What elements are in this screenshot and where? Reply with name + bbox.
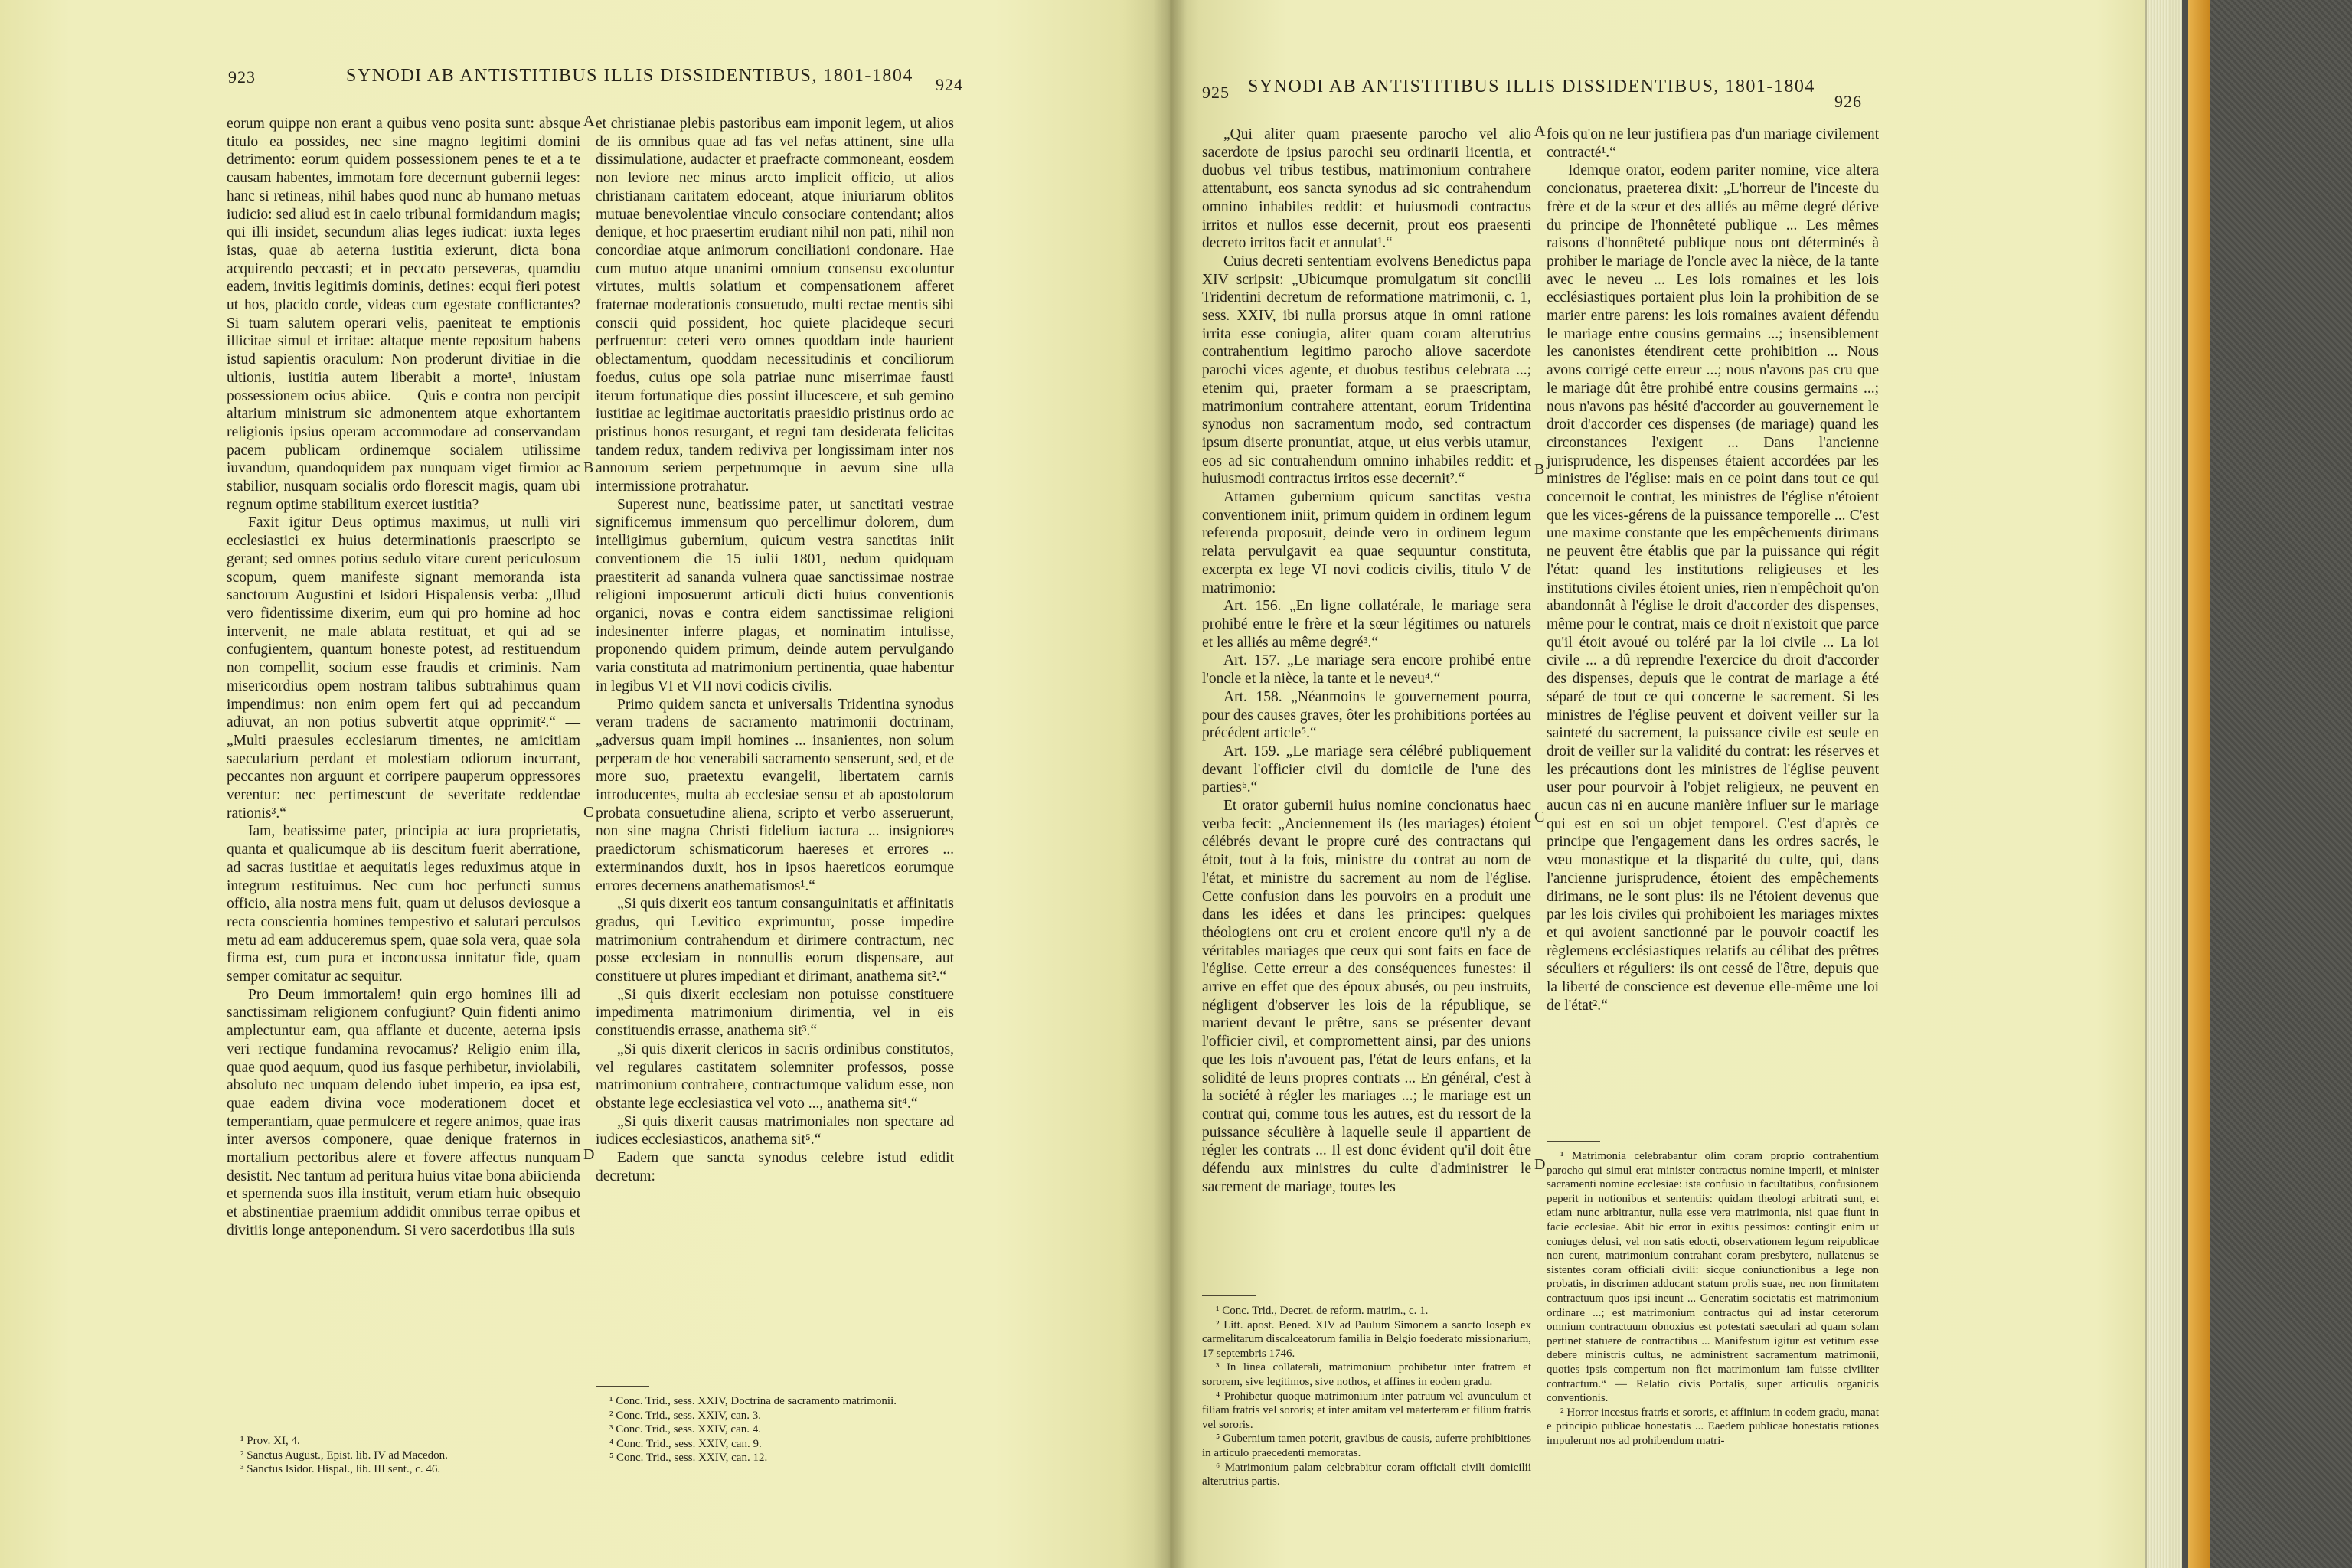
paragraph: Pro Deum immortalem! quin ergo homines illi ad sanctissimam religionem confugiunt? Quin fidenti animo amplectuntur eam, qua afflante et ducente, aeterna ipsis veri rectique fundamina revocamus? Religio enim illa, quae quod aequum, quod ius fasque perhibetur, inviolabili, absoluto nec unquam delendo iubet imperio, ea ipsa est, quae eadem divina voce moderationem docet et temperantiam, quae permulcere et regere animos, quae iras inter aversos componere, quae denique fraternos in mortalium pectoribus alere et fovere affectus nunquam desistit. Nec tantum ad peritura huius vitae bona abiicienda et spernenda suos illa instituit, verum etiam huic obsequio et abstinentiae praemium addidit omnibus terrae opibus et divitiis longe anteponendum. Si vero sacerdotibus illa suis <box>227 986 580 1239</box>
footnote: ¹ Conc. Trid., Decret. de reform. matrim., c. 1. <box>1216 1305 1429 1317</box>
paragraph: Primo quidem sancta et universalis Tridentina synodus veram tradens de sacramento matrimonii doctrinam, „adversus quam impii homines ... insanientes, non solum perperam de hoc venerabili sacramento senserunt, sed, et de more suo, praetextu evangelii, libertatem carnis introducentes, multa ab ecclesiae sensu et ab apostolorum probata consuetudine aliena, scripto et verbo asseruerunt, non sine magna Christi fidelium iactura ... insigniores praedictorum schismaticorum haereses et errores ... exterminandos duxit, hos in ipsos haereticos eorumque errores decernens anathematismos¹.“ <box>596 696 954 894</box>
footnote-rule <box>596 1386 649 1387</box>
page-number-924: 924 <box>936 75 963 94</box>
paragraph: fois qu'on ne leur justifiera pas d'un mariage civilement contracté¹.“ <box>1547 126 1879 161</box>
page-number-925: 925 <box>1202 83 1230 102</box>
paragraph: Et orator gubernii huius nomine concionatus haec verba fecit: „Anciennement ils (les mariages) étoient célébrés devant le propre curé des contractans qui étoit, tout à la fois, ministre du contrat au nom de l'état, et ministre du sacrement au nom de l'église. Cette confusion dans les pouvoirs en a produit une dans les idées et dans les principes: quelques théologiens ont cru et croient encore qu'il n'y a de véritables mariages que ceux qui sont faits en face de l'église. Cette erreur a des conséquences funestes: il arrive en effet que des époux abusés, ou peu instruits, négligent d'observer les lois de la république, se marient devant le prêtre, sans se présenter devant l'officier civil, et compromettent ainsi, par des unions que les lois n'avouent pas, l'état de leurs enfans, et la solidité de leurs propres contrats ... En général, c'est à la société à régler les mariages ...; le mariage est un contrat qui, comme tous les autres, est du ressort de la puissance séculière à laquelle seule il appartient de régler les contrats ... Il est donc évident qu'il doit être défendu aux ministres du culte d'administrer le sacrement de mariage, toutes les <box>1202 798 1531 1195</box>
footnote: ² Litt. apost. Bened. XIV ad Paulum Simonem a sancto Ioseph ex carmelitarum discalceatorum familia in Belgio foederato missionarium, 17 septembris 1746. <box>1202 1318 1531 1360</box>
margin-marker-c: C <box>1534 808 1545 825</box>
right-column-b <box>1547 126 1879 1014</box>
right-page-header <box>1170 77 2145 111</box>
footnote: ⁴ Conc. Trid., sess. XXIV, can. 9. <box>609 1437 762 1450</box>
margin-marker-a: A <box>583 113 595 129</box>
cover-cloth <box>2210 0 2352 1568</box>
margin-marker-d: D <box>583 1146 595 1163</box>
footnote: ¹ Prov. XI, 4. <box>240 1435 300 1447</box>
right-column-a <box>1202 126 1531 1196</box>
footnote: ¹ Matrimonia celebrabantur olim coram proprio contrahentium parocho qui simul erat minister contractus nomine imperii, et minister sacramenti nomine ecclesiae: ista confusio in facultatibus, confusionem peperit in notionibus et sententiis: quidam theologi arbitrati sunt, et etiam nunc arbitrantur, nulla esse vera matrimonia, nisi quae fiunt in facie ecclesiae. Abit hic error in exitus pessimos: contingit enim ut coniuges delusi, vel non satis edocti, observationem legum reipublicae non curent, matrimonium contrahant coram presbytero, nullatenus se sistentes coram officiali civili: sicque coniunctionibus a lege non probatis, in discrimen adducant statum prolis suae, nec non firmitatem contractuum quos ipsi ineunt ... Generatim societatis est matrimonium ordinare ...; est matrimonium contractus qui ad instar ceterorum omnium contractuum obnoxius est potestati saeculari ad quam solam pertinet statuere de contractibus ... Manifestum igitur est vetitum esse debere ministris cultus, ne administrent sacramentum matrimonii, quoties ipsis compertum non fiet matrimonium iam fuisse civiliter contractum.“ — Relatio civis Portalis, super articulis organicis conventionis. <box>1547 1150 1879 1405</box>
footnote-rule <box>1202 1295 1256 1296</box>
footnote: ⁵ Gubernium tamen poterit, gravibus de causis, auferre prohibitiones in articulo praecedenti memoratas. <box>1202 1432 1531 1459</box>
running-title: SYNODI AB ANTISTITIBUS ILLIS DISSIDENTIBUS, 1801-1804 <box>346 66 913 86</box>
margin-marker-b: B <box>1534 461 1545 478</box>
paragraph: Cuius decreti sententiam evolvens Benedictus papa XIV scripsit: „Ubicumque promulgatum sit concilii Tridentini decretum de reformatione matrimonii, c. 1, sess. XXIV, ibi nulla prorsus atque in omni ratione irrita esse coniugia, aliter quam coram alterutrius contrahentium legitimo parocho aliove sacerdote parochi vices agente, et duobus testibus celebrata ...; etenim qui, praeter formam a se praescriptam, matrimonium contrahere attentant, eorum Tridentina synodus non sacramentum modo, sed contractum ipsum diserte pronuntiat, atque, ut eius verbis utamur, eos ad sic contrahendum omnino inhabiles reddit: et huiusmodi contractus irritos esse decernit².“ <box>1202 253 1531 488</box>
paragraph: eorum quippe non erant a quibus veno posita sunt: absque titulo ea possides, nec sine magno legitimi domini detrimento: eorum quidem possessionem penes te et a te causam habentes, immotam fore decernunt gubernii leges: hanc si retineas, nihil habes quod nunc ab humano metuas iudicio: sed aliud est in caelo tribunal formidandum magis; qui illi insidet, secundum alias leges iudicat: iuxta leges istas, quae ab aeterna iustitia exierunt, dicta bona acquirendo peccasti; et in peccato perseveras, quamdiu eadem, invitis legitimis dominis, detines: ecqui fieri potest ut hos, placido corde, videas cum egestate conflictantes? Si tuam salutem operari velis, paeniteat te emptionis illicitae simul et irritae: altaque mente repositum habens istud sapientis oraculum: Non proderunt divitiae in die ultionis, iustitia autem liberabit a morte¹, iniustam possessionem ocius abiice. — Quis e contra non percipit altarium ministrum sic admonentem atque exhortantem religionis ipsius operam accommodare ad conservandam pacem publicam ordinemque socialem utilissime iuvandum, quandoquidem pax nunquam viget firmior ac stabilior, nusquam socialis ordo florescit magis, quam ubi regnum optime stabilitum exercet iustitia? <box>227 116 580 513</box>
page-number-923: 923 <box>228 67 256 87</box>
paragraph: Attamen gubernium quicum sanctitas vestra conventionem iniit, primum quidem in ordinem legum referenda proposuit, deinde vero in ordinem legum relata pervulgavit ea quae sequuntur constituta, excerpta ex lege VI novi codicis civilis, titulo V de matrimonio: <box>1202 489 1531 596</box>
margin-marker-c: C <box>583 804 594 821</box>
footnote: ⁴ Prohibetur quoque matrimonium inter patruum vel avunculum et filiam fratris vel sororis; et inter amitam vel materteram et filium fratris vel sororis. <box>1202 1390 1531 1431</box>
paragraph: Art. 158. „Néanmoins le gouvernement pourra, pour des causes graves, ôter les prohibitions portées au précédent article⁵.“ <box>1202 688 1531 742</box>
margin-marker-d: D <box>1534 1156 1546 1173</box>
footnote: ¹ Conc. Trid., sess. XXIV, Doctrina de sacramento matrimonii. <box>609 1395 897 1407</box>
left-page-header <box>0 67 1170 98</box>
left-column-a <box>227 115 580 1240</box>
footnote: ³ In linea collaterali, matrimonium prohibetur inter fratrem et sororem, sive legitimos, sive nothos, et affines in eodem gradu. <box>1202 1361 1531 1388</box>
footnote: ² Horror incestus fratris et sororis, et affinium in eodem gradu, manat e principio publicae honestatis ... Eaedem publicae honestatis rationes impulerunt nos ad prohibendum matri- <box>1547 1406 1879 1447</box>
footnote: ² Sanctus August., Epist. lib. IV ad Macedon. <box>240 1449 448 1462</box>
paragraph: „Qui aliter quam praesente parocho vel alio sacerdote de ipsius parochi seu ordinarii licentia, et duobus vel tribus testibus, matrimonium contrahere attentabunt, eos sancta synodus ad sic contrahendum omnino inhabiles reddit: et huiusmodi contractus irritos et nullos esse decernit, prout eos praesenti decreto irritos facit et annulat¹.“ <box>1202 126 1531 252</box>
footnote: ⁶ Matrimonium palam celebrabitur coram officiali civili domicilii alterutrius partis. <box>1202 1461 1531 1488</box>
margin-marker-b: B <box>583 459 594 476</box>
paragraph: Iam, beatissime pater, principia ac iura proprietatis, quanta et qualicumque ab iis descitum fuerit aberratione, ad sacras iustitiae et aequitatis leges reduximus atque in integrum restituimus. Nec cum hoc perfuncti sumus officio, alia nostra mens fuit, quam ut delusos deviosque a recta conscientia homines tempestivo et salutari perculsos metu ad eam adduceremus spem, quae sola vera, quae sola firma est, cum pura et inconcussa innitatur fide, quam semper comitatur ac sequitur. <box>227 823 580 985</box>
cover-edge-strip <box>2188 0 2210 1568</box>
book-gutter <box>1153 0 1187 1568</box>
margin-marker-a: A <box>1534 122 1546 139</box>
paragraph: Art. 157. „Le mariage sera encore prohibé entre l'oncle et la nièce, la tante et le neveu⁴.“ <box>1202 652 1531 688</box>
paragraph: „Si quis dixerit clericos in sacris ordinibus constitutos, vel regulares castitatem solemniter professos, posse matrimonium contrahere, contractumque validum esse, non obstante lege ecclesiastica vel voto ..., anathema sit⁴.“ <box>596 1040 954 1112</box>
paragraph: „Si quis dixerit causas matrimoniales non spectare ad iudices ecclesiasticos, anathema sit⁵.“ <box>596 1113 954 1148</box>
left-footnotes-b <box>596 1386 954 1465</box>
footnote: ² Conc. Trid., sess. XXIV, can. 3. <box>609 1409 761 1422</box>
paragraph: „Si quis dixerit eos tantum consanguinitatis et affinitatis gradus, qui Levitico exprimuntur, posse impedire matrimonium contrahendum et dirimere contractum, nec posse ecclesiam in nonnullis eorum dispensare, aut constituere ut plures impediant et dirimant, anathema sit².“ <box>596 896 954 985</box>
book-cover <box>2182 0 2352 1568</box>
right-footnotes-a <box>1202 1295 1531 1489</box>
paragraph: et christianae plebis pastoribus eam imponit legem, ut alios de iis omnibus quae ad fas vel nefas attinent, sine ulla dissimulatione, audacter et praefracte commoneant, eosdem non leviore nec minus arcto implicit officio, ut alios christianam caritatem edoceant, atque iniuriarum oblitos mutuae benevolentiae vinculo consociare contendant; alios denique, et hoc praesertim erudiant nihil non pati, nihil non concordiae atque animorum conciliationi condonare. Hae cum mutuo atque unanimi omnium consensu excoluntur virtutes, multis solatium et compensationem afferet fraternae moderationis consuetudo, multi rectae mentis sibi conscii quid possident, hoc quiete placideque securi perfruentur: ceteri vero omnes quoddam inde haurient oblectamentum, quoddam necessitudinis et conciliorum foedus, cuius ope sola patriae nunc miserrimae fausti iterum fortunatique dies possint illucescere, et sub gemino iustitiae ac legitimae auctoritatis praesidio pristinus ordo ac pristinus honos resurgant, et regni tam desiderata felicitas tandem redux, tandem rediviva per longissimam inter nos annorum seriem perpetuumque in aevum sine ulla intermissione protrahatur. <box>596 116 954 495</box>
left-page <box>0 0 1170 1568</box>
right-footnotes-b <box>1547 1141 1879 1448</box>
paragraph: Idemque orator, eodem pariter nomine, vice altera concionatus, praeterea dixit: „L'horreur de l'inceste du frère et de la sœur et des alliés au même degré dérive du principe de l'honnêteté publique ... Les mêmes raisons d'honnêteté publique nous ont déterminés à prohiber le mariage de l'oncle avec la nièce, de la tante avec le neveu ... Les lois romaines et les lois ecclésiastiques portaient plus loin la prohibition de se marier entre parens: les lois romaines avaient défendu le mariage entre cousins germains ...; insensiblement les canonistes étendirent cette prohibition ... Nous avons corrigé cette erreur ...; nous n'avons pas cru que le mariage dût être prohibé entre cousins germains ...; nous n'avons pas hésité d'accorder au gouvernement le droit d'accorder ces dispenses (de mariage) quand les circonstances l'exigent ... Dans l'ancienne jurisprudence, les dispenses étaient accordées par les ministres de l'église: mais en ce point dans tout ce qui concernoit le contrat, les ministres de l'église n'étoient que les vices-gérens de la puissance temporelle ... C'est une maxime constante que les empêchements dirimans ne peuvent être établis que par la puissance qui régit l'état: quand les institutions religieuses et les institutions civiles étoient unies, rien n'empêchoit qu'on abandonnât à l'église le droit d'accorder des dispenses, même pour le contrat, mais ce droit n'existoit que parce qu'il étoit avoué ou toléré par la loi civile ... La loi civile ... a dû reprendre l'exercice du droit d'accorder des dispenses, depuis que le contrat de mariage a été séparé de tout ce qui concerne le sacrement. Si les ministres de l'église peuvent et doivent veiller sur la sainteté du sacrement, la puissance civile est seule en droit de veiller sur la validité du contrat: les réserves et les précautions dont les ministres de l'église peuvent user pour pourvoir à l'objet religieux, ne peuvent en aucun cas ni en aucune manière influer sur le mariage qui est en soi un objet temporel. C'est d'après ce principe que l'engagement dans les ordres sacrés, le vœu monastique et la disparité du culte, qui, dans l'ancienne jurisprudence, étoient des empêchements dirimans, ne le sont plus: ils ne l'étoient devenus que par les lois civiles qui prohiboient les mariages mixtes et qui avoient sanctionné par le pouvoir coactif les règlemens ecclésiastiques relatifs au célibat des prêtres séculiers et réguliers: ils ont cessé de l'être, depuis que la liberté de conscience est devenue elle-même une loi de l'état².“ <box>1547 162 1879 1014</box>
footnote: ³ Conc. Trid., sess. XXIV, can. 4. <box>609 1423 761 1436</box>
running-title: SYNODI AB ANTISTITIBUS ILLIS DISSIDENTIBUS, 1801-1804 <box>1248 77 1815 96</box>
footnote: ⁵ Conc. Trid., sess. XXIV, can. 12. <box>609 1452 768 1465</box>
footnote-rule <box>1547 1141 1600 1142</box>
page-edge-stack <box>2145 0 2184 1568</box>
right-page <box>1170 0 2145 1568</box>
paragraph: Superest nunc, beatissime pater, ut sanctitati vestrae significemus immensum quo percellimur dolorem, dum intelligimus gubernium, quicum vestra sanctitas iniit conventionem die 15 iulii 1801, nedum quidquam praestiterit ad sananda vulnera quae sanctissimae nostrae religioni imposuerunt articuli dicti huius conventionis organici, novas e contra eidem sanctissimae religioni indesinenter inferre plagas, et nominatim intulisse, proponendo quidem primum, deinde autem pervulgando varia constituta ad matrimonium pertinentia, quae habentur in legibus VI et VII novi codicis civilis. <box>596 496 954 694</box>
footnote: ³ Sanctus Isidor. Hispal., lib. III sent., c. 46. <box>240 1463 441 1476</box>
paragraph: Art. 156. „En ligne collatérale, le mariage sera prohibé entre le frère et la sœur légitimes ou naturels et les alliés au même degré³.“ <box>1202 598 1531 651</box>
left-footnotes-a <box>227 1426 580 1477</box>
page-number-926: 926 <box>1834 92 1862 111</box>
paragraph: Faxit igitur Deus optimus maximus, ut nulli viri ecclesiastici ex huius determinationis praescripto se gerant; sed omnes potius sedulo vitare curent periculosum scopum, quem manifeste signant memoranda ista sanctorum Augustini et Isidori Hispalensis verba: „Illud vero fidentissime dixerim, eum qui pro homine ad hoc intervenit, ne male ablata restituat, et qui ad se confugientem, quantum honeste potest, ad restituendum non compellit, socium esse fraudis et criminis. Nam misericordius opem nostram talibus subtrahimus quam impendimus: non enim opem fert qui ad peccandum adiuvat, an non potius subvertit atque opprimit².“ — „Multi praesules ecclesiarum timentes, ne amicitiam saecularium perdant et molestiam odiorum incurrant, peccantes non arguunt et corripere pauperum oppressores verentur: nec pertimescunt de severitate reddendae rationis³.“ <box>227 514 580 822</box>
paragraph: „Si quis dixerit ecclesiam non potuisse constituere impedimenta matrimonium dirimentia, vel in eis constituendis errasse, anathema sit³.“ <box>596 986 954 1040</box>
paragraph: Art. 159. „Le mariage sera célébré publiquement devant l'officier civil du domicile de l'une des parties⁶.“ <box>1202 743 1531 796</box>
paragraph: Eadem que sancta synodus celebre istud edidit decretum: <box>596 1150 954 1184</box>
left-column-b <box>596 115 954 1185</box>
